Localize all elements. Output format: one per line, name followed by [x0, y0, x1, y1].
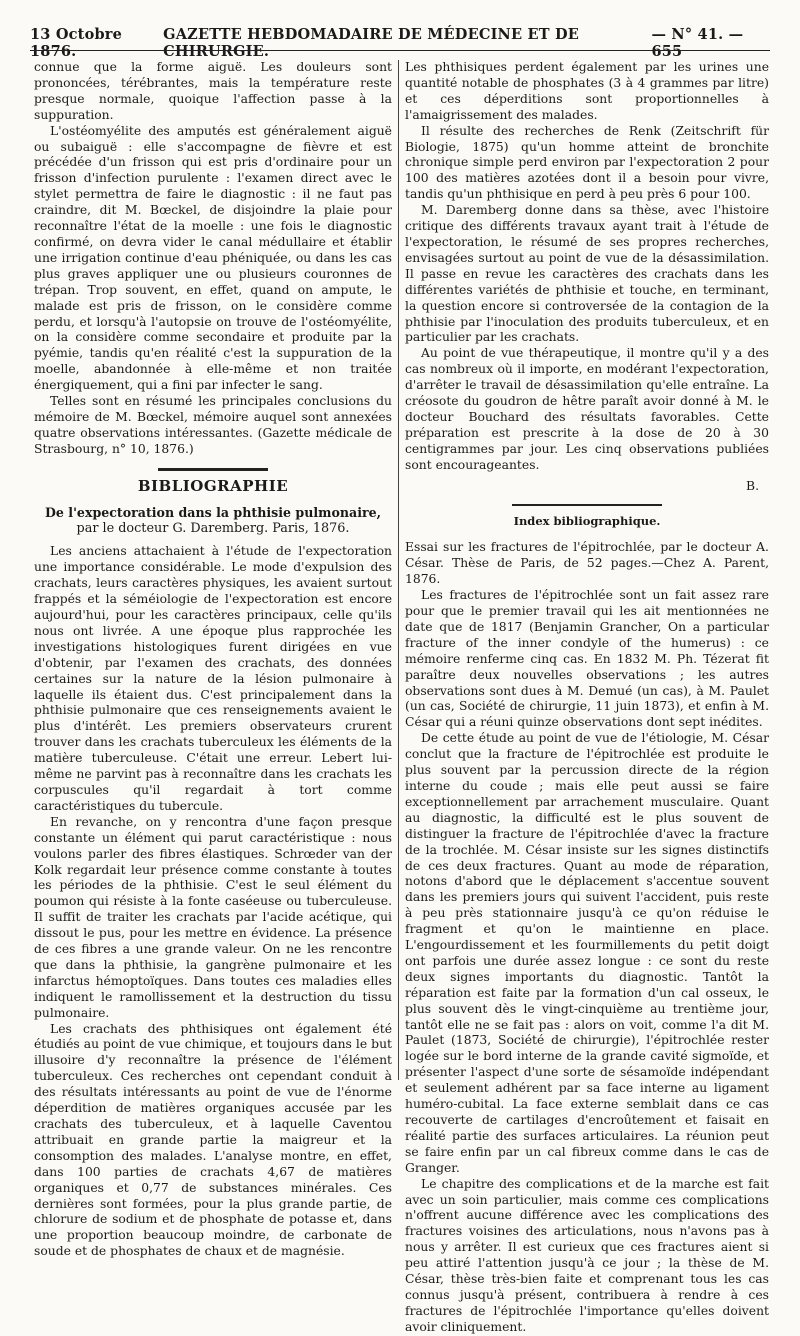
paragraph: En revanche, on y rencontra d'une façon presque constante un élément qui parut caractéristique : nous voulons parler des fibres élastiques. Schrœder van der Kolk regardait leur présence comme constante à toutes les périodes de la phthisie. C'est le seul élément du poumon qui résiste à la fonte caséeuse ou tuberculeuse. Il suffit de traiter les crachats par l'acide acétique, qui dissout le pus, pour les mettre en évidence. La présence de ces fibres a une grande valeur. On ne les rencontre que dans la phthisie, la gangrène pulmonaire et les infarctus hémoptoïques. Dans toutes ces maladies elles indiquent le ramollissement et la destruction du tissu pulmonaire. [34, 814, 392, 1020]
reviewed-work-citation: Essai sur les fractures de l'épitrochlée, par le docteur A. César. Thèse de Paris, de 52 pages.—Chez A. Parent, 1876. [405, 540, 769, 587]
issue-page-number: — N° 41. — 655 [651, 26, 744, 60]
paragraph: De cette étude au point de vue de l'étiologie, M. César conclut que la fracture de l'épitrochlée est produite le plus souvent par la percussion directe de la région interne du coude ; mais elle peut aussi se faire exceptionnellement par arrachement musculaire. Quant au diagnostic, la difficulté est le plus souvent de distinguer la fracture de l'épitrochlée d'avec la fracture de la trochlée. M. César insiste sur les signes distinctifs de ces deux fractures. Quant au mode de réparation, notons d'abord que le déplacement s'accentue souvent dans les premiers jours qui suivent l'accident, puis reste à peu près stationnaire jusqu'à ce qu'on réduise le fragment et qu'on le maintienne en place. L'engourdissement et les fourmillements du petit doigt ont parfois une durée assez longue : ce sont du reste deux signes importants du diagnostic. Tantôt la réparation est faite par la formation d'un cal osseux, le plus souvent dès le vingt-cinquième au trentième jour, tantôt elle ne se fait pas : alors on voit, comme l'a dit M. Paulet (1873, Société de chirurgie), l'épitrochlée rester logée sur le bord interne de la grande cavité sigmoïde, et présenter l'aspect d'une sorte de sésamoïde indépendant et seulement adhérent par sa face interne au ligament huméro-cubital. La face externe semblait dans ce cas recouverte de cartilages d'encroûtement et faisait en réalité partie des surfaces articulaires. La réunion peut se faire enfin par un cal fibreux comme dans le cas de Granger. [405, 731, 769, 1175]
paragraph: Au point de vue thérapeutique, il montre qu'il y a des cas nombreux où il importe, en modérant l'expectoration, d'arrêter le travail de désassimilation qu'elle entraîne. La créosote du goudron de hêtre paraît avoir donné à M. le docteur Bouchard des résultats favorables. Cette préparation est prescrite à la dose de 20 à 30 centigrammes par jour. Les cinq observations publiées sont encourageantes. [405, 346, 769, 472]
author-signature: B. [746, 478, 759, 493]
paragraph: Les crachats des phthisiques ont également été étudiés au point de vue chimique, et toujours dans le but illusoire d'y reconnaître la présence de l'élément tuberculeux. Ces recherches ont cependant conduit à des résultats intéressants au point de vue de l'énorme déperdition de matières organiques accusée par les crachats des tuberculeux, et à laquelle Caventou attribuait en grande partie la maigreur et la consomption des malades. L'analyse montre, en effet, dans 100 parties de crachats 4,67 de matières organiques et 0,77 de substances minérales. Ces dernières sont formées, pour la plus grande partie, de chlorure de sodium et de phosphate de potasse et, dans une proportion beaucoup moindre, de carbonate de soude et de phosphates de chaux et de magnésie. [34, 1021, 392, 1259]
paragraph: Les phthisiques perdent également par les urines une quantité notable de phosphates (3 à 4 grammes par litre) et ces déperditions sont proportionnelles à l'amaigrissement des malades. [405, 60, 769, 122]
paragraph: Les fractures de l'épitrochlée sont un fait assez rare pour que le premier travail qui les ait mentionnées ne date que de 1817 (Benjamin Grancher, On a particular fracture of the inner condyle of the humerus) : ce mémoire renferme cinq cas. En 1832 M. Ph. Tézerat fit paraître deux nouvelles observations ; les autres observations sont dues à M. Demué (un cas), à M. Paulet (un cas, Société de chirurgie, 11 juin 1873), et enfin à M. César qui a réuni quinze observations dont sept inédites. [405, 588, 769, 730]
column-rule [398, 60, 399, 1080]
header-date: 13 Octobre 1876. [30, 26, 123, 60]
section-divider [158, 468, 268, 471]
header-rule [30, 50, 770, 51]
index-heading: Index bibliographique. [513, 514, 661, 529]
paragraph: Telles sont en résumé les principales conclusions du mémoire de M. Bœckel, mémoire auquel sont annexées quatre observations intéressantes. (Gazette médicale de Strasbourg, n° 10, 1876.) [34, 394, 392, 456]
right-column [405, 60, 769, 1336]
paragraph: Il résulte des recherches de Renk (Zeitschrift für Biologie, 1875) qu'un homme atteint de bronchite chronique simple perd environ par l'expectoration 2 pour 100 des matières azotées dont il a besoin pour vivre, tandis qu'un phthisique en perd à peu près 6 pour 100. [405, 123, 769, 202]
paragraph: Les anciens attachaient à l'étude de l'expectoration une importance considérable. Le mode d'expulsion des crachats, leurs caractères physiques, les avaient surtout frappés et la séméiologie de l'expectoration est encore aujourd'hui, pour les caractères principaux, celle qu'ils nous ont livrée. A une époque plus rapprochée les investigations histologiques furent dirigées en vue d'obtenir, par l'examen des crachats, des données certaines sur la nature de la lésion pulmonaire à laquelle ils étaient dus. C'est principalement dans la phthisie pulmonaire que ces renseignements avaient le plus d'intérêt. Les premiers observateurs crurent trouver dans les crachats tuberculeux les éléments de la matière tuberculeuse. C'était une erreur. Lebert lui-même ne parvint pas à reconnaître dans les crachats les corpuscules qu'il regardait à tort comme caractéristiques du tubercule. [34, 544, 392, 813]
review-title: De l'expectoration dans la phthisie pulmonaire, [44, 504, 382, 520]
paragraph: Le chapitre des complications et de la marche est fait avec un soin particulier, mais comme ces complications n'offrent aucune différence avec les complications des fractures voisines des articulations, nous n'avons pas à nous y arrêter. Il est curieux que ces fractures aient si peu attiré l'attention jusqu'à ce jour ; la thèse de M. César, thèse très-bien faite et comprenant tous les cas connus jusqu'à présent, contribuera à rendre à ces fractures de l'épitrochlée l'importance qu'elles doivent avoir cliniquement. [405, 1176, 769, 1334]
review-author: par le docteur G. Daremberg. Paris, 1876. [76, 521, 350, 537]
running-header [30, 26, 770, 60]
left-column [34, 60, 392, 1260]
paragraph: connue que la forme aiguë. Les douleurs sont prononcées, térébrantes, mais la température reste presque normale, quoique l'affection passe à la suppuration. [34, 60, 392, 122]
section-divider [512, 504, 662, 506]
section-heading: BIBLIOGRAPHIE [137, 476, 289, 495]
journal-title: GAZETTE HEBDOMADAIRE DE MÉDECINE ET DE CHIRURGIE. [163, 26, 580, 60]
paragraph: M. Daremberg donne dans sa thèse, avec l'histoire critique des différents travaux ayant trait à l'étude de l'expectoration, le résumé de ses propres recherches, envisagées surtout au point de vue de la désassimilation. Il passe en revue les caractères des crachats dans les différentes variétés de phthisie et touche, en terminant, la question encore si controversée de la contagion de la phthisie par l'inoculation des produits tuberculeux, et en particulier par les crachats. [405, 203, 769, 345]
paragraph: L'ostéomyélite des amputés est généralement aiguë ou subaiguë : elle s'accompagne de fièvre et est précédée d'un frisson qui est pris d'ordinaire pour un frisson d'infection purulente : l'examen direct avec le stylet permettra de faire le diagnostic : il ne faut pas craindre, dit M. Bœckel, de disjoindre la plaie pour reconnaître l'état de la moelle : une fois le diagnostic confirmé, on devra vider le canal médullaire et établir une irrigation continue d'eau phéniquée, ou dans les cas plus graves appliquer une ou plusieurs couronnes de trépan. Trop souvent, en effet, quand on ampute, le malade est pris de frisson, on le considère comme perdu, et lorsqu'à l'autopsie on trouve de l'ostéomyélite, on la considère comme secondaire et produite par la pyémie, tandis qu'en réalité c'est la suppuration de la moelle, abandonnée à elle-même et non traitée énergiquement, qui a fini par infecter le sang. [34, 123, 392, 393]
